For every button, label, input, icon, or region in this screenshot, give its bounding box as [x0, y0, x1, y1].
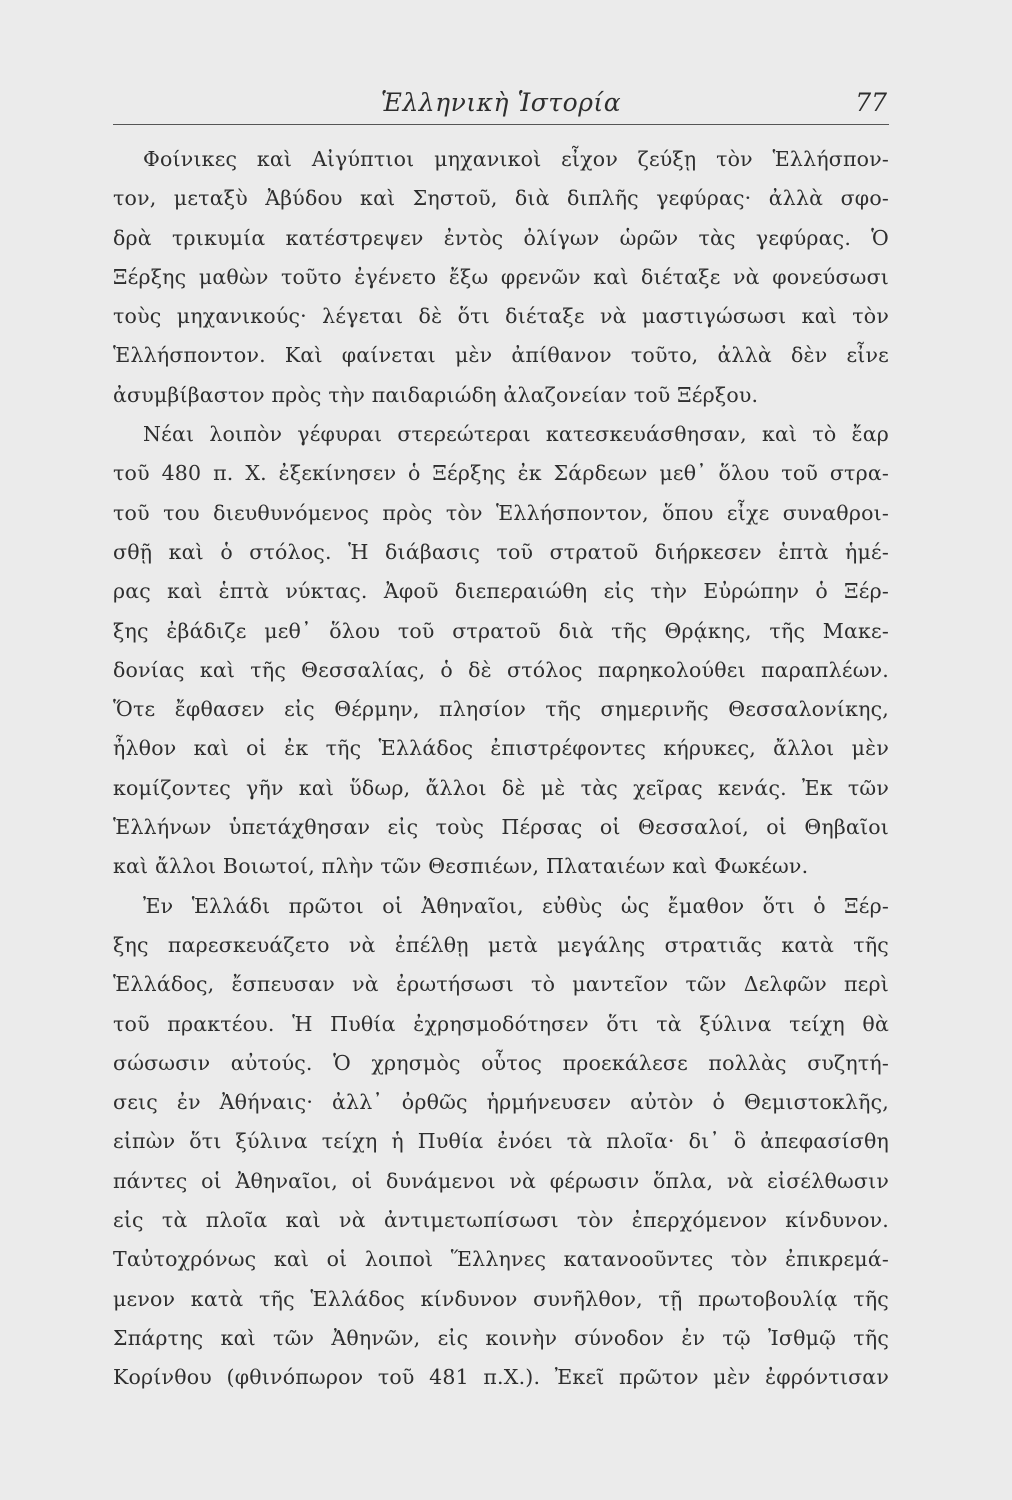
text-line: τοῦ πρακτέου. Ἡ Πυθία ἐχρησμοδότησεν ὅτι τὰ ξύλινα τείχη θὰ [113, 1011, 889, 1036]
text-line: καὶ ἄλλοι Βοιωτοί, πλὴν τῶν Θεσπιέων, Πλαταιέων καὶ Φωκέων. [113, 854, 809, 879]
text-line: τοὺς μηχανικούς· λέγεται δὲ ὅτι διέταξε νὰ μαστιγώσωσι καὶ τὸν [113, 304, 889, 329]
text-line: ρας καὶ ἑπτὰ νύκτας. Ἀφοῦ διεπεραιώθη εἰς τὴν Εὐρώπην ὁ Ξέρ- [113, 579, 889, 604]
text-line: ξης παρεσκευάζετο νὰ ἐπέλθῃ μετὰ μεγάλης στρατιᾶς κατὰ τῆς [113, 932, 889, 957]
text-line: εἰπὼν ὅτι ξύλινα τείχη ἡ Πυθία ἐνόει τὰ πλοῖα· δι᾽ ὃ ἀπεφασίσθη [113, 1129, 889, 1154]
running-title: Ἑλληνικὴ Ἱστορία [380, 88, 622, 117]
text-line: ἀσυμβίβαστον πρὸς τὴν παιδαριώδη ἀλαζονείαν τοῦ Ξέρξου. [113, 382, 759, 407]
text-line: Ἑλλήνων ὑπετάχθησαν εἰς τοὺς Πέρσας οἱ Θεσσαλοί, οἱ Θηβαῖοι [113, 815, 889, 840]
page-header [113, 86, 889, 125]
body-text [113, 140, 889, 1398]
text-line: κομίζοντες γῆν καὶ ὕδωρ, ἄλλοι δὲ μὲ τὰς χεῖρας κενάς. Ἐκ τῶν [113, 775, 889, 800]
page-number: 77 [855, 88, 887, 117]
text-line: σώσωσιν αὐτούς. Ὁ χρησμὸς οὗτος προεκάλεσε πολλὰς συζητή- [113, 1050, 889, 1075]
text-line: τον, μεταξὺ Ἀβύδου καὶ Σηστοῦ, διὰ διπλῆς γεφύρας· ἀλλὰ σφο- [113, 186, 889, 211]
text-line: μενον κατὰ τῆς Ἑλλάδος κίνδυνον συνῆλθον, τῇ πρωτοβουλίᾳ τῆς [113, 1286, 889, 1311]
text-line: δονίας καὶ τῆς Θεσσαλίας, ὁ δὲ στόλος παρηκολούθει παραπλέων. [113, 657, 889, 682]
text-line: Φοίνικες καὶ Αἰγύπτιοι μηχανικοὶ εἶχον ζεύξῃ τὸν Ἑλλήσπον- [143, 147, 889, 171]
text-line: Ἐν Ἑλλάδι πρῶτοι οἱ Ἀθηναῖοι, εὐθὺς ὡς ἔμαθον ὅτι ὁ Ξέρ- [143, 893, 889, 918]
text-line: τοῦ του διευθυνόμενος πρὸς τὸν Ἑλλήσποντον, ὅπου εἶχε συναθροι- [113, 500, 889, 525]
text-line: ξης ἐβάδιζε μεθ᾽ ὅλου τοῦ στρατοῦ διὰ τῆς Θρᾴκης, τῆς Μακε- [113, 618, 889, 643]
text-line: ἦλθον καὶ οἱ ἐκ τῆς Ἑλλάδος ἐπιστρέφοντες κήρυκες, ἄλλοι μὲν [113, 736, 889, 761]
text-line: δρὰ τρικυμία κατέστρεψεν ἐντὸς ὀλίγων ὡρῶν τὰς γεφύρας. Ὁ [113, 225, 889, 250]
text-line: Ἑλλάδος, ἔσπευσαν νὰ ἐρωτήσωσι τὸ μαντεῖον τῶν Δελφῶν περὶ [113, 972, 889, 997]
text-line: Ἑλλήσποντον. Καὶ φαίνεται μὲν ἀπίθανον τοῦτο, ἀλλὰ δὲν εἶνε [113, 343, 889, 368]
text-line: τοῦ 480 π. Χ. ἐξεκίνησεν ὁ Ξέρξης ἐκ Σάρδεων μεθ᾽ ὅλου τοῦ στρα- [113, 461, 889, 486]
text-line: Κορίνθου (φθινόπωρον τοῦ 481 π.Χ.). Ἐκεῖ πρῶτον μὲν ἐφρόντισαν [113, 1365, 889, 1390]
text-line: Σπάρτης καὶ τῶν Ἀθηνῶν, εἰς κοινὴν σύνοδον ἐν τῷ Ἰσθμῷ τῆς [113, 1325, 889, 1350]
text-line: Νέαι λοιπὸν γέφυραι στερεώτεραι κατεσκευάσθησαν, καὶ τὸ ἔαρ [143, 422, 889, 447]
text-line: σθῇ καὶ ὁ στόλος. Ἡ διάβασις τοῦ στρατοῦ διήρκεσεν ἑπτὰ ἡμέ- [113, 539, 889, 564]
text-line: σεις ἐν Ἀθήναις· ἀλλ᾽ ὀρθῶς ἡρμήνευσεν αὐτὸν ὁ Θεμιστοκλῆς, [113, 1090, 889, 1115]
text-line: πάντες οἱ Ἀθηναῖοι, οἱ δυνάμενοι νὰ φέρωσιν ὅπλα, νὰ εἰσέλθωσιν [113, 1168, 889, 1193]
text-line: Ὅτε ἔφθασεν εἰς Θέρμην, πλησίον τῆς σημερινῆς Θεσσαλονίκης, [113, 697, 889, 722]
text-line: εἰς τὰ πλοῖα καὶ νὰ ἀντιμετωπίσωσι τὸν ἐπερχόμενον κίνδυνον. [113, 1208, 889, 1233]
text-line: Ξέρξης μαθὼν τοῦτο ἐγένετο ἔξω φρενῶν καὶ διέταξε νὰ φονεύσωσι [113, 264, 889, 289]
text-line: Ταὐτοχρόνως καὶ οἱ λοιποὶ Ἕλληνες κατανοοῦντες τὸν ἐπικρεμά- [113, 1247, 889, 1272]
